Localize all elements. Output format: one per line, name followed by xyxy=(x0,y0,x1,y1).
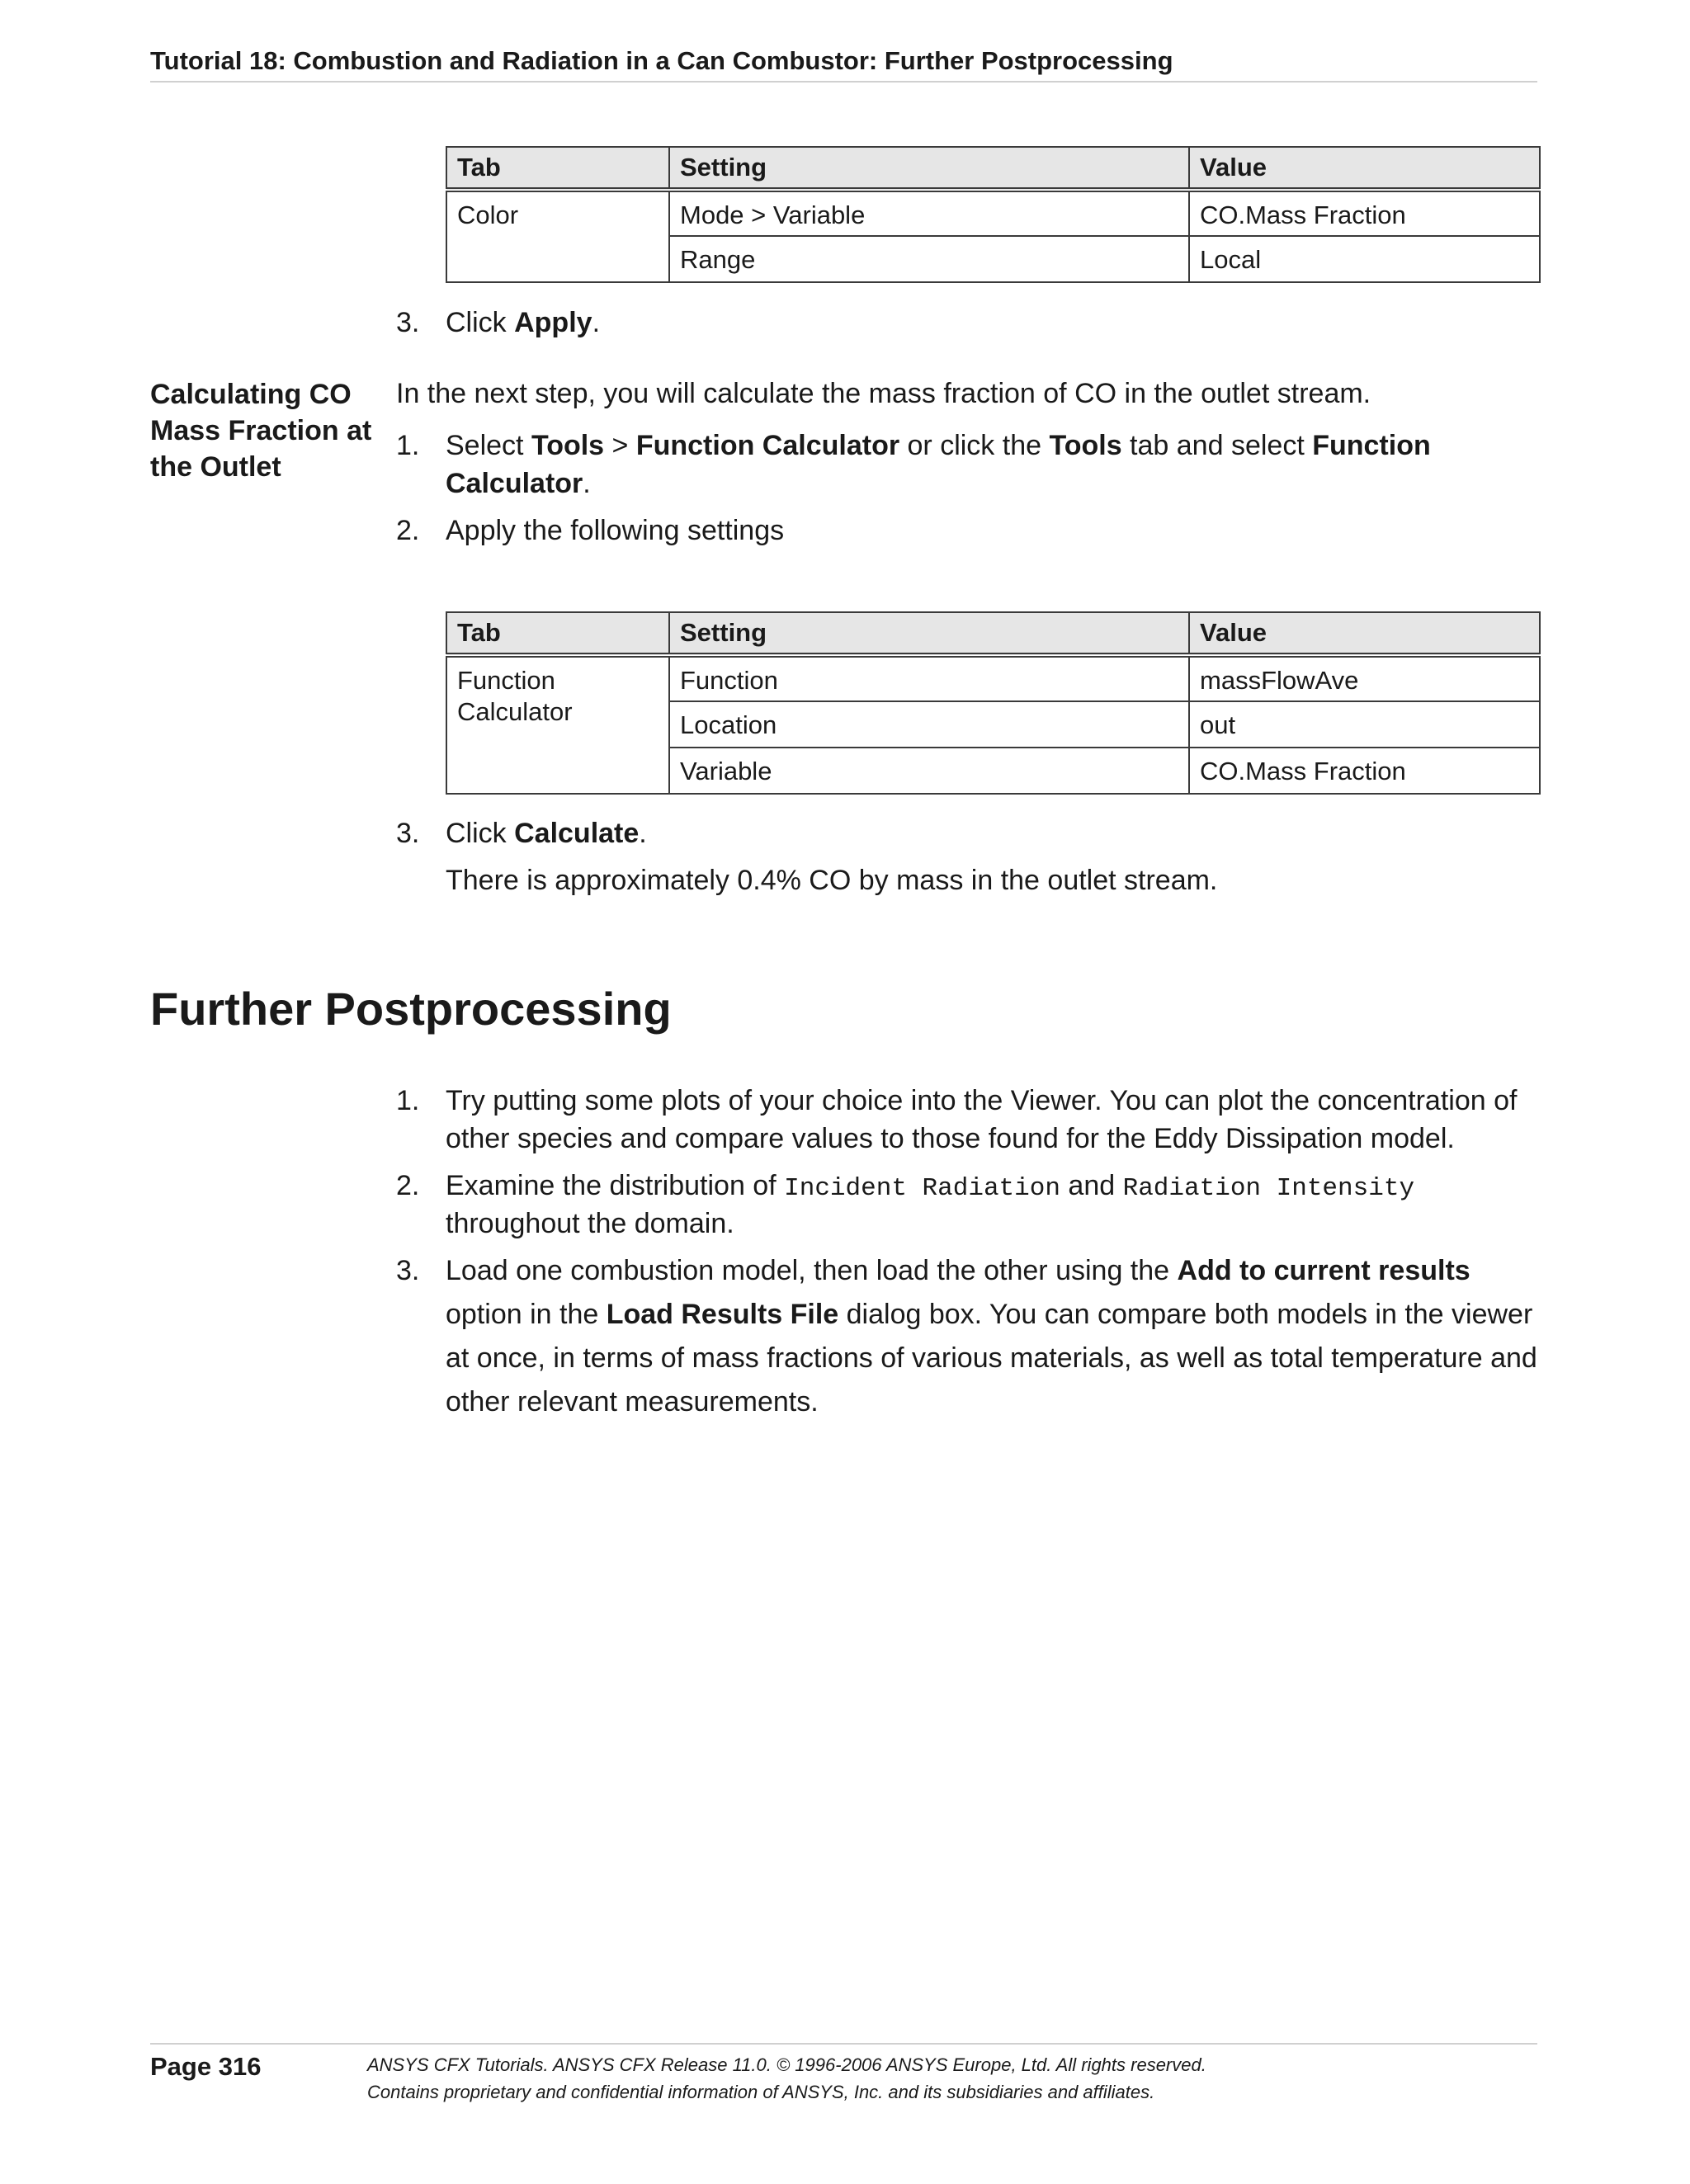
calculate-label: Calculate xyxy=(514,818,640,849)
further-item-1-cont: other species and compare values to those found for the Eddy Dissipation model. xyxy=(446,1123,1455,1154)
table-header-row xyxy=(446,612,1540,655)
table-row xyxy=(446,655,1540,701)
value-cell: out xyxy=(1189,701,1540,748)
dialog-label: Load Results File xyxy=(606,1299,839,1330)
tab-cell-line: Calculator xyxy=(457,697,573,726)
footer-divider xyxy=(150,2043,1537,2045)
tab-cell-line: Function xyxy=(457,666,555,695)
step-number: 2. xyxy=(396,1170,420,1201)
step-text: or click the xyxy=(899,430,1050,461)
running-header: Tutorial 18: Combustion and Radiation in a Can Combustor: Further Postprocessing xyxy=(150,45,1537,83)
result-note: There is approximately 0.4% CO by mass in the outlet stream. xyxy=(446,865,1218,896)
menu-label: Calculator xyxy=(446,468,583,499)
step-number: 3. xyxy=(396,307,420,338)
option-label: Add to current results xyxy=(1177,1255,1470,1286)
column-header: Tab xyxy=(446,147,669,190)
settings-table-color xyxy=(446,146,1541,283)
step-number: 1. xyxy=(396,1085,420,1116)
menu-label: Tools xyxy=(1049,430,1122,461)
further-item-3-cont: other relevant measurements. xyxy=(446,1386,819,1417)
step-number: 3. xyxy=(396,818,420,849)
setting-cell: Location xyxy=(669,701,1189,748)
menu-label: Function xyxy=(1312,430,1431,461)
step-text: Click xyxy=(446,307,515,338)
step-text: Click xyxy=(446,818,515,849)
variable-name: Incident Radiation xyxy=(784,1174,1060,1203)
step-text: Select xyxy=(446,430,531,461)
step-number: 2. xyxy=(396,515,420,546)
settings-table-function-calculator xyxy=(446,611,1541,795)
step-text: Load one combustion model, then load the other using the xyxy=(446,1255,1178,1286)
value-cell: CO.Mass Fraction xyxy=(1189,190,1540,236)
column-header: Setting xyxy=(669,612,1189,655)
further-item-2-cont: throughout the domain. xyxy=(446,1208,734,1239)
step-text: tab and select xyxy=(1121,430,1313,461)
setting-cell: Variable xyxy=(669,748,1189,794)
step-text: dialog box. You can compare both models in the viewer xyxy=(838,1299,1533,1330)
step-text: . xyxy=(592,307,601,338)
setting-cell: Range xyxy=(669,236,1189,282)
step-text: . xyxy=(583,468,591,499)
setting-cell: Mode > Variable xyxy=(669,190,1189,236)
menu-label: Function Calculator xyxy=(635,430,900,461)
side-heading: Calculating CO Mass Fraction at the Outlet xyxy=(150,379,372,483)
column-header: Value xyxy=(1189,612,1540,655)
table-row xyxy=(446,190,1540,236)
further-item-3 xyxy=(446,1251,1470,1290)
step-text: > xyxy=(604,430,636,461)
further-item-3-cont xyxy=(446,1295,1532,1334)
step-calculate xyxy=(446,814,647,853)
step-number: 3. xyxy=(396,1255,420,1286)
column-header: Tab xyxy=(446,612,669,655)
further-item-1: Try putting some plots of your choice into the Viewer. You can plot the concentration of xyxy=(446,1085,1518,1116)
step-text: and xyxy=(1060,1170,1123,1201)
setting-cell: Function xyxy=(669,655,1189,701)
tab-cell: Color xyxy=(446,190,669,282)
value-cell: CO.Mass Fraction xyxy=(1189,748,1540,794)
section-heading: Further Postprocessing xyxy=(150,983,672,1035)
step-select-tools xyxy=(446,426,1431,465)
value-cell: Local xyxy=(1189,236,1540,282)
apply-label: Apply xyxy=(514,307,592,338)
further-item-3-cont: at once, in terms of mass fractions of various materials, as well as total temperature and xyxy=(446,1342,1537,1374)
menu-label: Tools xyxy=(531,430,605,461)
page-number: Page 316 xyxy=(150,2052,262,2081)
step-text: . xyxy=(639,818,647,849)
column-header: Setting xyxy=(669,147,1189,190)
step-select-tools-cont xyxy=(446,464,591,503)
tab-cell xyxy=(446,655,669,794)
step-number: 1. xyxy=(396,430,420,461)
footer-copyright: ANSYS CFX Tutorials. ANSYS CFX Release 11.0. © 1996-2006 ANSYS Europe, Ltd. All rights reserved. xyxy=(367,2054,1206,2075)
step-apply-settings: Apply the following settings xyxy=(446,515,785,546)
variable-name: Radiation Intensity xyxy=(1122,1174,1415,1203)
step-text: Examine the distribution of xyxy=(446,1170,785,1201)
value-cell: massFlowAve xyxy=(1189,655,1540,701)
step-text: option in the xyxy=(446,1299,607,1330)
table-header-row xyxy=(446,147,1540,190)
intro-paragraph: In the next step, you will calculate the mass fraction of CO in the outlet stream. xyxy=(396,378,1371,409)
further-item-2 xyxy=(446,1166,1414,1209)
step-apply xyxy=(446,303,600,342)
footer-confidentiality: Contains proprietary and confidential information of ANSYS, Inc. and its subsidiaries and affiliates. xyxy=(367,2082,1155,2102)
column-header: Value xyxy=(1189,147,1540,190)
